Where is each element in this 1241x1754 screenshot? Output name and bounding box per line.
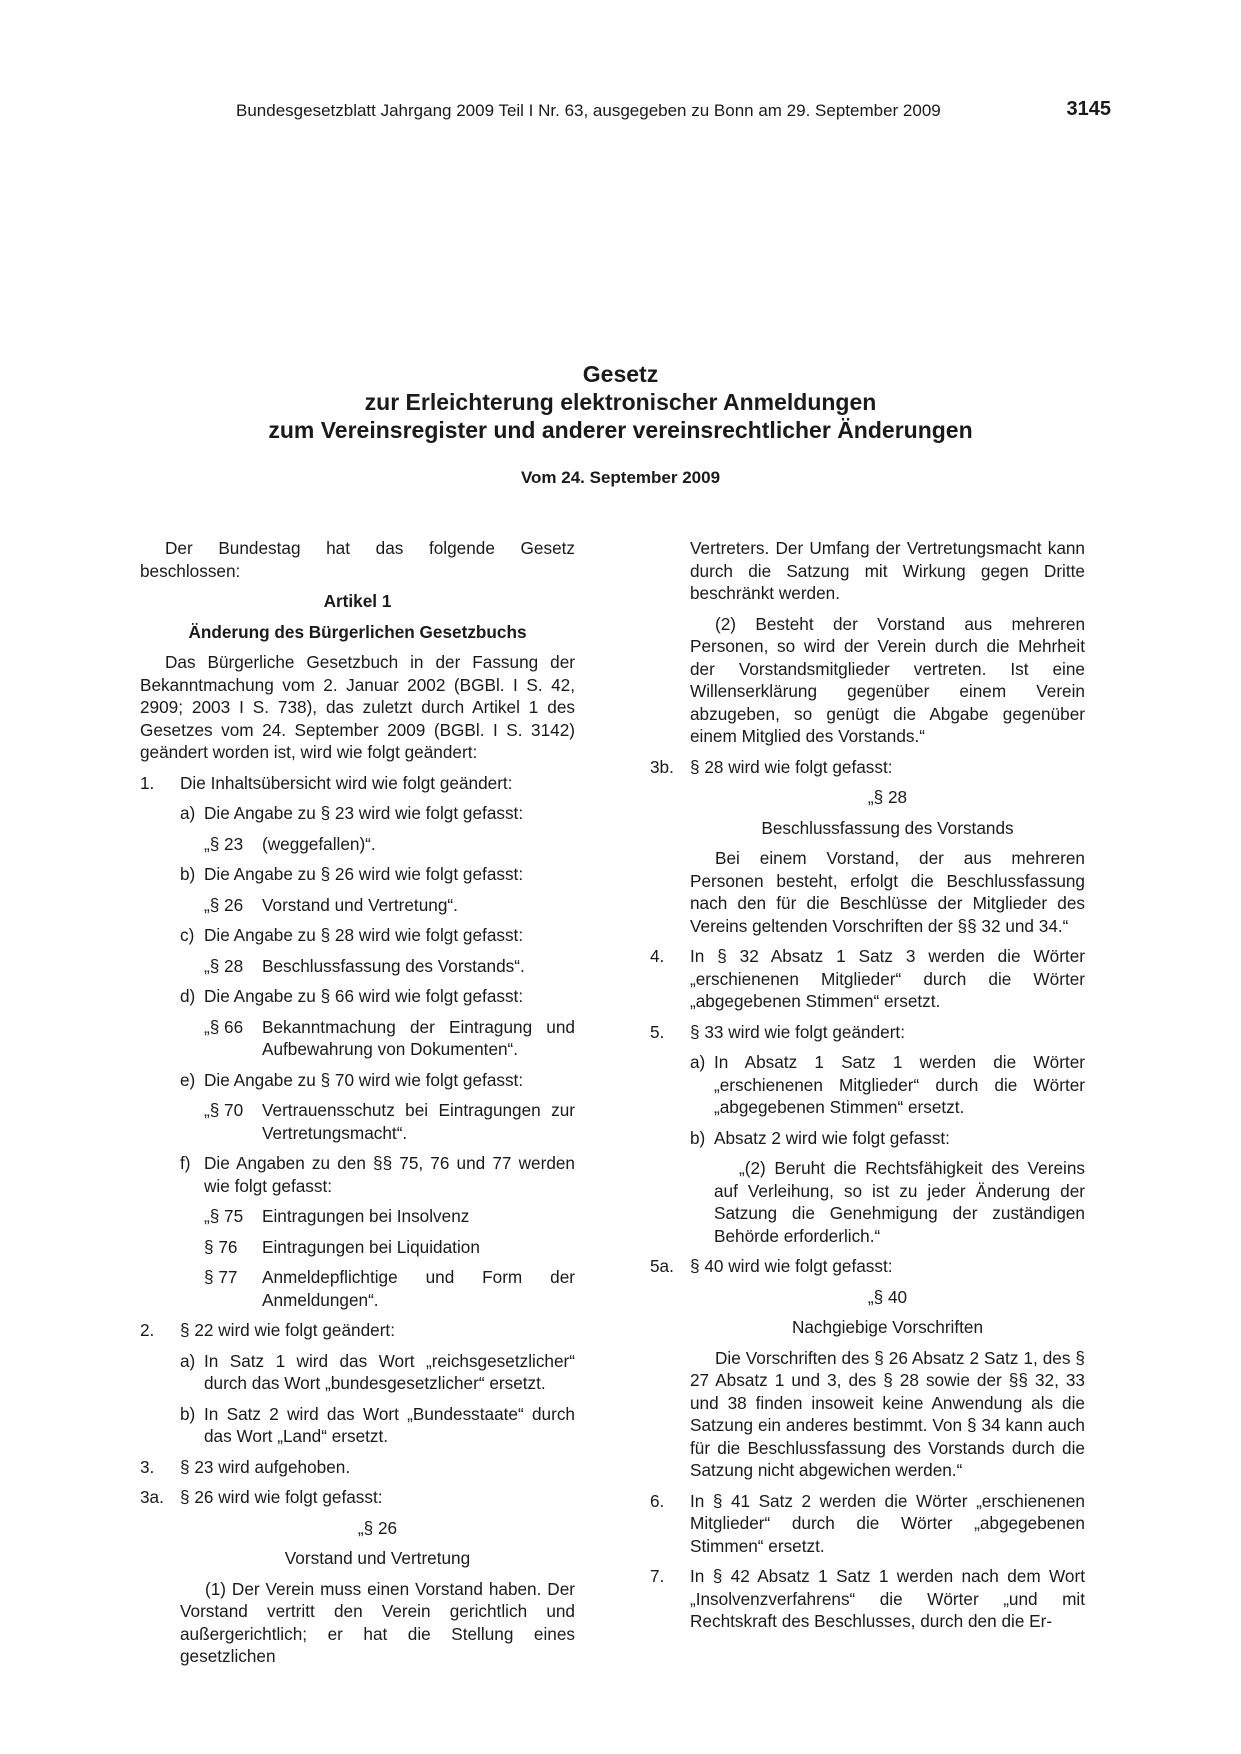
quoted-entry <box>204 833 575 856</box>
title-line-2: zur Erleichterung elektronischer Anmeldungen <box>364 389 877 415</box>
sub-item <box>140 1152 575 1197</box>
sub-item <box>650 1051 1085 1119</box>
quoted-entry <box>204 1266 575 1311</box>
article-heading: Artikel 1 <box>323 591 392 611</box>
list-item <box>140 1486 575 1509</box>
sub-item-text: Die Angaben zu den §§ 75, 76 und 77 werden wie folgt gefasst: <box>204 1153 575 1196</box>
section-title: Beschlussfassung des Vorstands <box>761 817 1014 838</box>
section-value: (weggefallen)“. <box>262 833 376 854</box>
title-line-3: zum Vereinsregister und anderer vereinsrechtlicher Änderungen <box>268 417 973 443</box>
law-title <box>0 360 1241 444</box>
sub-item <box>140 863 575 886</box>
sub-item-letter: a) <box>180 803 196 823</box>
item-text: In § 41 Satz 2 werden die Wörter „erschienenen Mitglieder“ durch die Wörter „abgegebenen Stimmen“ ersetzt. <box>690 1490 1085 1556</box>
sub-item-text: Die Angabe zu § 23 wird wie folgt gefasst: <box>204 803 524 823</box>
title-line-1: Gesetz <box>582 361 659 387</box>
sub-item-text: Die Angabe zu § 70 wird wie folgt gefasst: <box>204 1069 524 1090</box>
section-value: Vertrauensschutz bei Eintragungen zur Vertretungsmacht“. <box>262 1100 575 1143</box>
sub-item <box>650 1127 1085 1150</box>
law-date: Vom 24. September 2009 <box>520 468 721 487</box>
sub-item-text: Die Angabe zu § 26 wird wie folgt gefasst: <box>204 864 524 884</box>
intro-text: Der Bundestag hat das folgende Gesetz beschlossen: <box>140 538 575 581</box>
sub-item-text: Die Angabe zu § 66 wird wie folgt gefasst: <box>204 986 524 1006</box>
section-key: „§ 70 <box>204 1100 244 1120</box>
section-value: Vorstand und Vertretung“. <box>262 894 458 915</box>
sub-item <box>140 802 575 825</box>
sub-item-text: In Satz 1 wird das Wort „reichsgesetzlicher“ durch das Wort „bundesgesetzlicher“ ersetzt. <box>204 1350 575 1393</box>
section-title: Vorstand und Vertretung <box>284 1548 471 1568</box>
section-key: „§ 75 <box>204 1206 244 1226</box>
item-number: 7. <box>650 1566 665 1586</box>
sub-item-text: Die Angabe zu § 28 wird wie folgt gefasst: <box>204 925 524 945</box>
section-value: Eintragungen bei Insolvenz <box>262 1206 470 1226</box>
quoted-entry <box>204 955 575 978</box>
section-value: Beschlussfassung des Vorstands“. <box>262 955 525 976</box>
item-text: § 33 wird wie folgt geändert: <box>690 1021 905 1042</box>
item-text: § 22 wird wie folgt geändert: <box>180 1320 395 1340</box>
list-item <box>650 1565 1085 1633</box>
sub-item-letter: b) <box>180 864 196 884</box>
item-text: § 23 wird aufgehoben. <box>180 1456 351 1477</box>
list-item <box>650 1490 1085 1558</box>
section-key: „§ 66 <box>204 1016 244 1037</box>
quoted-entry <box>204 1236 575 1259</box>
section-paragraph: Die Vorschriften des § 26 Absatz 2 Satz 1, des § 27 Absatz 1 und 3, des § 28 sowie der §§ 32, 33 und 38 finden insoweit keine Anwendung als die Satzung ein anderes bestimmt. Von § 34 kann auch für die Beschlussfassung des Vorstands durch die Satzung nicht abgewichen werden.“ <box>690 1347 1085 1480</box>
item-text: § 26 wird wie folgt gefasst: <box>180 1487 383 1507</box>
item-text: § 40 wird wie folgt gefasst: <box>690 1256 893 1276</box>
item-text: In § 42 Absatz 1 Satz 1 werden nach dem Wort „Insolvenzverfahrens“ die Wörter „und mit Rechtskraft des Beschlusses, durch den die Er- <box>690 1566 1085 1631</box>
section-value: Bekanntmachung der Eintragung und Aufbewahrung von Dokumenten“. <box>262 1016 575 1059</box>
left-column <box>140 537 575 1676</box>
sub-item-text: Absatz 2 wird wie folgt gefasst: <box>714 1127 950 1148</box>
quoted-entry <box>204 1099 575 1144</box>
item-number: 2. <box>140 1320 155 1340</box>
list-item <box>140 1456 575 1479</box>
item-number: 1. <box>140 772 155 793</box>
sub-item <box>140 985 575 1008</box>
item-text: Die Inhaltsübersicht wird wie folgt geändert: <box>180 772 513 793</box>
item-number: 3. <box>140 1456 155 1477</box>
section-paragraph: (2) Besteht der Vorstand aus mehreren Personen, so wird der Verein durch die Mehrheit der Vorstandsmitglieder vertreten. Ist eine Willenserklärung gegenüber einem Verein abzugeben, so genügt die Abgabe gegenüber einem Mitglied des Vorstands.“ <box>690 613 1085 746</box>
sub-item-text: In Satz 2 wird das Wort „Bundesstaate“ durch das Wort „Land“ ersetzt. <box>204 1403 575 1446</box>
section-paragraph: Bei einem Vorstand, der aus mehreren Personen besteht, erfolgt die Beschlussfassung nach den für die Beschlüsse der Mitglieder des Vereins geltenden Vorschriften der §§ 32 und 34.“ <box>690 848 1085 936</box>
sub-item-letter: f) <box>180 1153 191 1173</box>
section-value: Anmeldepflichtige und Form der Anmeldungen“. <box>262 1267 575 1310</box>
list-item <box>650 945 1085 1013</box>
sub-item <box>140 1403 575 1448</box>
section-key: „§ 26 <box>204 894 244 915</box>
section-value: Eintragungen bei Liquidation <box>262 1236 480 1257</box>
quoted-paragraph: „(2) Beruht die Rechtsfähigkeit des Vereins auf Verleihung, so ist zu jeder Änderung der Satzung die Genehmigung der zuständigen Behörde erforderlich.“ <box>714 1158 1085 1246</box>
section-paragraph: (1) Der Verein muss einen Vorstand haben. Der Vorstand vertritt den Verein gerichtlich und außergerichtlich; er hat die Stellung eines gesetzlichen <box>180 1578 575 1666</box>
item-number: 5a. <box>650 1256 674 1276</box>
item-number: 3b. <box>650 756 674 777</box>
section-title: Nachgiebige Vorschriften <box>791 1317 984 1337</box>
item-text: In § 32 Absatz 1 Satz 3 werden die Wörter „erschienenen Mitglieder“ durch die Wörter „abgegebenen Stimmen“ ersetzt. <box>690 946 1085 1011</box>
gazette-reference: Bundesgesetzblatt Jahrgang 2009 Teil I Nr. 63, ausgegeben zu Bonn am 29. September 2009 <box>236 101 941 120</box>
sub-item-letter: d) <box>180 986 196 1006</box>
item-number: 6. <box>650 1490 665 1511</box>
sub-item-letter: b) <box>180 1403 196 1424</box>
list-item <box>140 1319 575 1342</box>
list-item <box>650 756 1085 779</box>
section-key: „§ 23 <box>204 833 244 854</box>
quoted-entry <box>204 1016 575 1061</box>
section-heading: „§ 28 <box>867 787 908 807</box>
list-item <box>650 1021 1085 1044</box>
item-number: 4. <box>650 946 665 966</box>
section-heading: „§ 26 <box>357 1517 398 1538</box>
article-title: Änderung des Bürgerlichen Gesetzbuchs <box>188 621 527 642</box>
sub-item <box>140 1350 575 1395</box>
sub-item-letter: a) <box>180 1350 196 1371</box>
sub-item-letter: b) <box>690 1127 706 1148</box>
sub-item <box>140 1069 575 1092</box>
sub-item-text: In Absatz 1 Satz 1 werden die Wörter „erschienenen Mitglieder“ durch die Wörter „abgegebenen Stimmen“ ersetzt. <box>714 1052 1085 1117</box>
right-column <box>650 537 1085 1641</box>
sub-item-letter: c) <box>180 925 195 945</box>
section-key: „§ 28 <box>204 955 244 976</box>
list-item <box>140 772 575 795</box>
item-number: 3a. <box>140 1487 164 1507</box>
sub-item-letter: a) <box>690 1052 706 1072</box>
sub-item-letter: e) <box>180 1069 196 1090</box>
quoted-entry <box>204 1205 575 1228</box>
quoted-entry <box>204 894 575 917</box>
page-number: 3145 <box>1066 98 1111 120</box>
section-key: § 77 <box>204 1267 238 1287</box>
sub-item <box>140 924 575 947</box>
item-text: § 28 wird wie folgt gefasst: <box>690 756 893 777</box>
list-item <box>650 1255 1085 1278</box>
article-text: Das Bürgerliche Gesetzbuch in der Fassung der Bekanntmachung vom 2. Januar 2002 (BGBl. I S. 42, 2909; 2003 I S. 738), das zuletzt durch Artikel 1 des Gesetzes vom 24. September 2009 (BGBl. I S. 3142) geändert worden ist, wird wie folgt geändert: <box>140 652 575 762</box>
item-number: 5. <box>650 1021 665 1042</box>
section-key: § 76 <box>204 1236 238 1257</box>
section-heading: „§ 40 <box>867 1286 908 1307</box>
section-paragraph: Vertreters. Der Umfang der Vertretungsmacht kann durch die Satzung mit Wirkung gegen Dritte beschränkt werden. <box>690 538 1085 603</box>
